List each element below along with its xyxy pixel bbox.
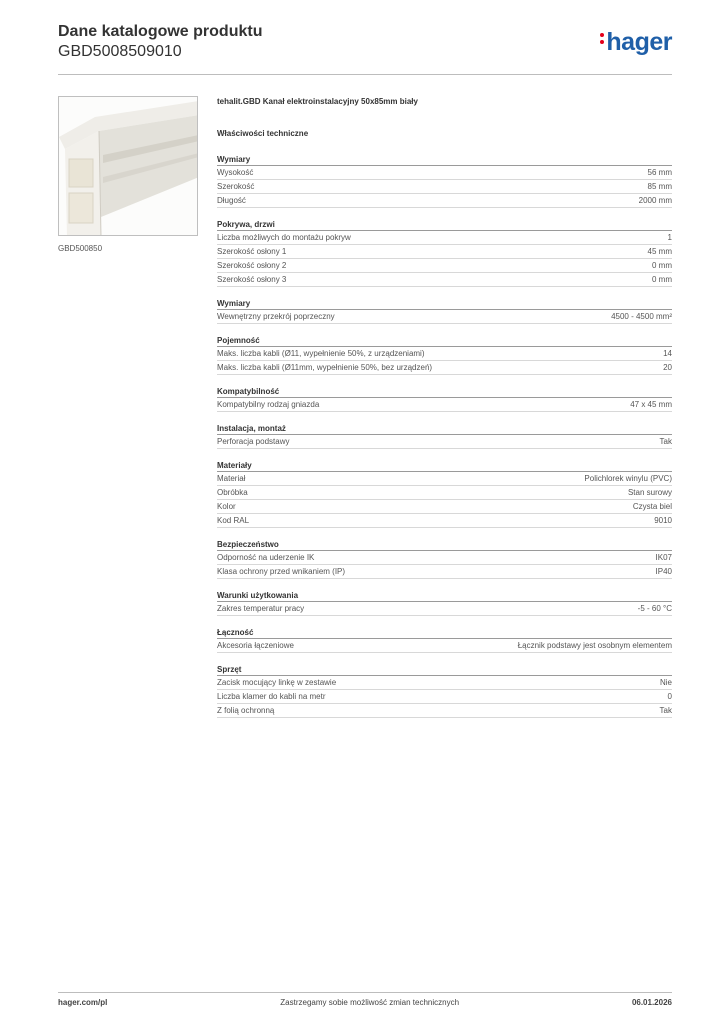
spec-label: Zakres temperatur pracy [217,604,305,613]
spec-label: Szerokość osłony 1 [217,247,287,256]
spec-value: IK07 [655,553,672,562]
spec-label: Wewnętrzny przekrój poprzeczny [217,312,335,321]
spec-label: Materiał [217,474,246,483]
hager-logo [600,28,672,57]
section-title: Łączność [217,627,672,639]
spec-row [217,500,672,514]
product-name: tehalit.GBD Kanał elektroinstalacyjny 50x85mm biały [217,97,418,106]
spec-value: Nie [659,678,672,687]
spec-label: Maks. liczba kabli (Ø11mm, wypełnienie 50%, bez urządzeń) [217,363,433,372]
spec-section [217,664,672,718]
spec-label: Długość [217,196,246,205]
spec-label: Zacisk mocujący linkę w zestawie [217,678,337,687]
properties-title: Właściwości techniczne [217,129,309,138]
spec-row [217,602,672,616]
spec-row [217,273,672,287]
section-title: Pojemność [217,335,672,347]
spec-value: 2000 mm [638,196,672,205]
spec-value: Czysta biel [632,502,672,511]
spec-section [217,386,672,412]
spec-row [217,194,672,208]
section-title: Sprzęt [217,664,672,676]
spec-section [217,460,672,528]
cable-duct-illustration [59,97,198,236]
spec-value: IP40 [655,567,672,576]
spec-row [217,472,672,486]
spec-value: 14 [663,349,672,358]
spec-section [217,423,672,449]
spec-section [217,590,672,616]
spec-value: 0 [667,692,672,701]
spec-label: Kompatybilny rodzaj gniazda [217,400,320,409]
spec-section [217,539,672,579]
section-title: Warunki użytkowania [217,590,672,602]
spec-value: -5 - 60 °C [637,604,672,613]
spec-row [217,435,672,449]
spec-label: Liczba klamer do kabli na metr [217,692,326,701]
spec-row [217,551,672,565]
spec-row [217,245,672,259]
spec-value: Tak [659,437,672,446]
footer-divider [58,992,672,993]
spec-row [217,398,672,412]
spec-row [217,514,672,528]
spec-label: Klasa ochrony przed wnikaniem (IP) [217,567,346,576]
spec-row [217,639,672,653]
spec-row [217,690,672,704]
spec-value: 9010 [654,516,672,525]
spec-value: 56 mm [647,168,672,177]
section-title: Bezpieczeństwo [217,539,672,551]
image-caption: GBD500850 [58,244,103,253]
spec-value: Stan surowy [627,488,672,497]
spec-section [217,627,672,653]
spec-value: Tak [659,706,672,715]
spec-row [217,231,672,245]
spec-value: 45 mm [647,247,672,256]
section-title: Kompatybilność [217,386,672,398]
section-title: Wymiary [217,298,672,310]
footer-site[interactable]: hager.com/pl [58,998,108,1007]
section-title: Wymiary [217,154,672,166]
spec-row [217,704,672,718]
spec-value: 0 mm [652,275,672,284]
footer-note: Zastrzegamy sobie możliwość zmian technicznych [280,998,460,1007]
section-title: Pokrywa, drzwi [217,219,672,231]
spec-value: Polichlorek winylu (PVC) [584,474,672,483]
logo-dots-icon [600,30,604,47]
spec-label: Liczba możliwych do montażu pokryw [217,233,351,242]
specification-panel [217,96,672,718]
spec-label: Obróbka [217,488,248,497]
spec-row [217,259,672,273]
spec-label: Kolor [217,502,236,511]
spec-row [217,486,672,500]
product-code: GBD5008509010 [58,43,182,60]
spec-section [217,154,672,208]
page-footer [58,998,672,1007]
section-title: Materiały [217,460,672,472]
spec-value: 85 mm [647,182,672,191]
spec-label: Maks. liczba kabli (Ø11, wypełnienie 50%, z urządzeniami) [217,349,425,358]
spec-row [217,347,672,361]
header-divider [58,74,672,75]
spec-label: Perforacja podstawy [217,437,290,446]
spec-label: Szerokość [217,182,255,191]
spec-value: 47 x 45 mm [630,400,672,409]
spec-label: Odporność na uderzenie IK [217,553,315,562]
footer-date: 06.01.2026 [631,998,672,1007]
spec-value: 1 [667,233,672,242]
spec-label: Szerokość osłony 2 [217,261,287,270]
spec-label: Z folią ochronną [217,706,275,715]
section-title: Instalacja, montaż [217,423,672,435]
spec-row [217,565,672,579]
spec-label: Kod RAL [217,516,250,525]
spec-sections [217,154,672,718]
spec-row [217,166,672,180]
spec-label: Szerokość osłony 3 [217,275,287,284]
spec-row [217,310,672,324]
spec-label: Wysokość [217,168,254,177]
document-header [58,22,262,62]
spec-section [217,335,672,375]
spec-label: Akcesoria łączeniowe [217,641,294,650]
document-title: Dane katalogowe produktu [58,23,263,40]
spec-value: 20 [663,363,672,372]
spec-section [217,219,672,287]
spec-value: 0 mm [652,261,672,270]
spec-section [217,298,672,324]
spec-row [217,180,672,194]
logo-text: hager [606,28,672,56]
spec-row [217,361,672,375]
spec-row [217,676,672,690]
product-image [58,96,198,236]
spec-value: 4500 - 4500 mm² [611,312,672,321]
spec-value: Łącznik podstawy jest osobnym elementem [517,641,672,650]
